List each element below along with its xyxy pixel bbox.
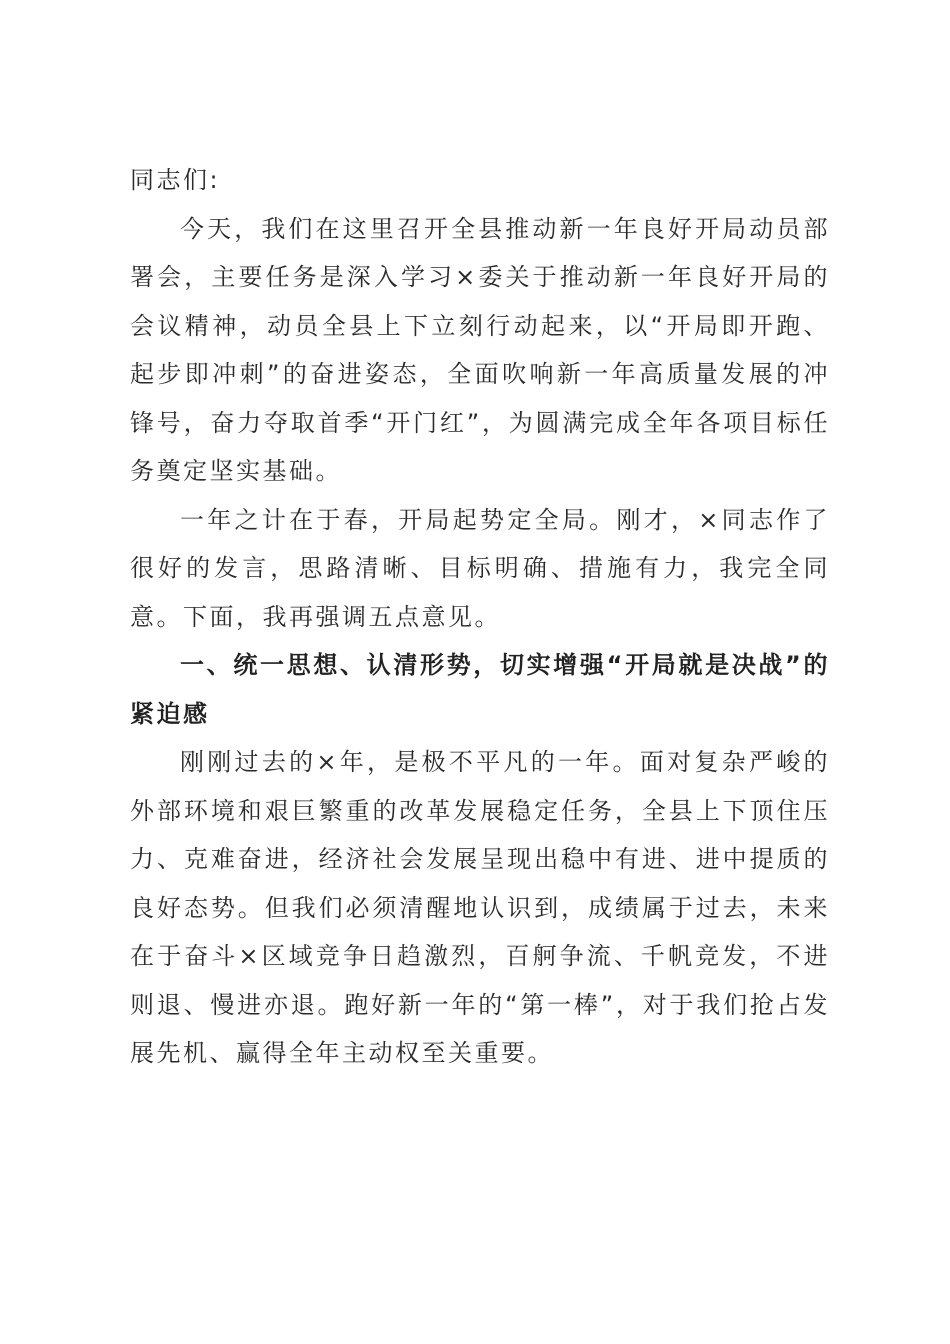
paragraph-intro: 一年之计在于春，开局起势定全局。刚才，×同志作了很好的发言，思路清晰、目标明确、措施有力，我完全同意。下面，我再强调五点意见。	[130, 505, 830, 631]
document-body	[130, 156, 830, 1078]
paragraph-opening: 今天，我们在这里召开全县推动新一年良好开局动员部署会，主要任务是深入学习×委关于推动新一年良好开局的会议精神，动员全县上下立刻行动起来，以“开局即开跑、起步即冲刺”的奋进姿态，全面吹响新一年高质量发展的冲锋号，奋力夺取首季“开门红”，为圆满完成全年各项目标任务奠定坚实基础。	[130, 214, 830, 485]
section-heading-1: 一、统一思想、认清形势，切实增强“开局就是决战”的紧迫感	[130, 651, 830, 728]
salutation: 同志们:	[130, 166, 221, 194]
paragraph-section-1: 刚刚过去的×年，是极不平凡的一年。面对复杂严峻的外部环境和艰巨繁重的改革发展稳定任务，全县上下顶住压力、克难奋进，经济社会发展呈现出稳中有进、进中提质的良好态势。但我们必须清醒地认识到，成绩属于过去，未来在于奋斗×区域竞争日趋激烈，百舸争流、千帆竞发，不进则退、慢进亦退。跑好新一年的“第一棒”，对于我们抢占发展先机、赢得全年主动权至关重要。	[130, 748, 830, 1067]
